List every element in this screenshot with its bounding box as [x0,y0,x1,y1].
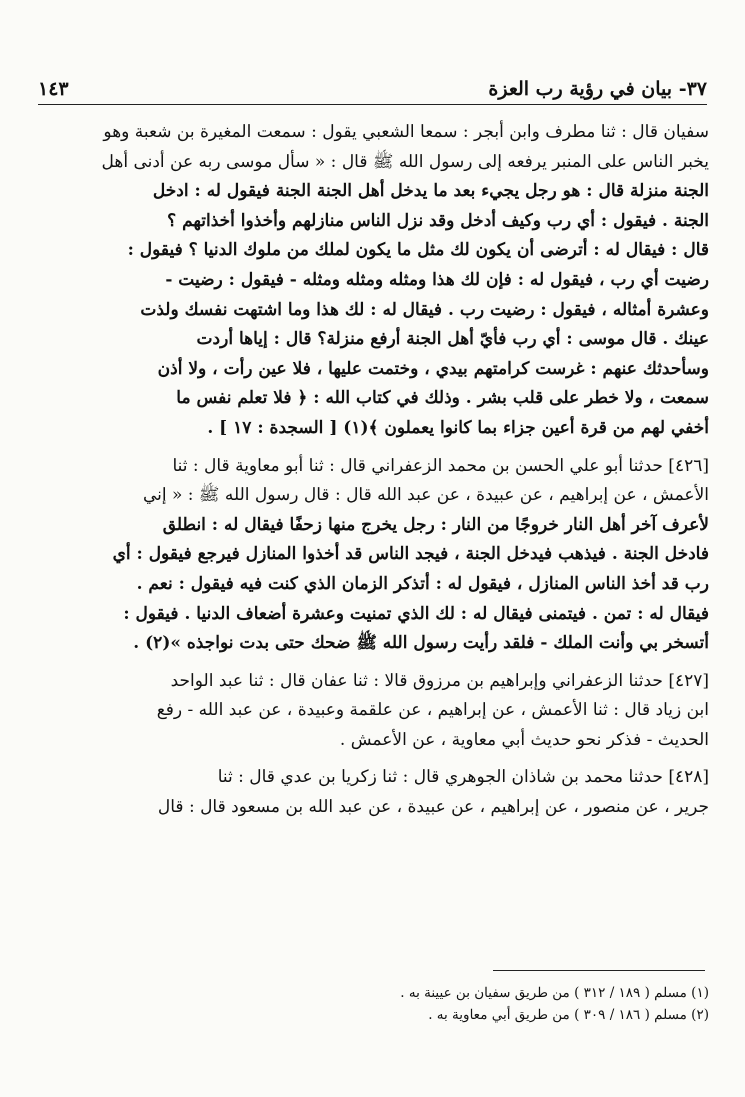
text-line: رضيت أي رب ، فيقول له : فإن لك هذا ومثله ومثله ومثله - فيقول : رضيت - [165,269,709,290]
text-line: الحديث - فذكر نحو حديث أبي معاوية ، عن الأعمش . [339,729,709,750]
text-line: وسأحدثك عنهم : غرست كرامتهم بيدي ، وختمت عليها ، فلا عين رأت ، ولا أذن [157,358,709,379]
text-line: سفيان قال : ثنا مطرف وابن أبجر : سمعا الشعبي يقول : سمعت المغيرة بن شعبة وهو [103,122,709,142]
text-line: رب قد أخذ الناس المنازل ، فيقول له : أتذكر الزمان الذي كنت فيه فيقول : نعم . [136,573,709,594]
text-line: أخفي لهم من قرة أعين جزاء بما كانوا يعملون ﴾(١) [ السجدة : ١٧ ] . [207,417,709,438]
text-line: ابن زياد قال : ثنا الأعمش ، عن إبراهيم ، عن علقمة وعبيدة ، عن عبد الله - رفع [156,700,709,721]
text-line: عينك . قال موسى : أي رب فأيّ أهل الجنة أرفع منزلة؟ قال : إياها أردت [196,329,709,350]
text-line: أتسخر بي وأنت الملك - فلقد رأيت رسول الله ﷺ ضحك حتى بدت نواجذه »(٢) . [133,633,709,654]
page-number: ١٤٣ [38,78,69,100]
text-line: الجنة منزلة قال : هو رجل يجيء بعد ما يدخل أهل الجنة الجنة فيقول له : ادخل [152,181,709,202]
text-line: الجنة . فيقول : أي رب وكيف أدخل وقد نزل الناس منازلهم وأخذوا أخذاتهم ؟ [167,210,709,231]
text-line: فيقال له : تمن . فيتمنى فيقال له : لك الذي تمنيت وعشرة أضعاف الدنيا . فيقول : [123,603,709,624]
text-line: سمعت ، ولا خطر على قلب بشر . وذلك في كتاب الله : ﴿ فلا تعلم نفس ما [176,388,709,409]
chapter-title: ٣٧- بيان في رؤية رب العزة [488,78,707,100]
hadith-paragraph-426 [36,452,709,659]
page-header [38,66,707,100]
footnote-1: (١) مسلم ( ١٨٩ / ٣١٢ ) من طريق سفيان بن عيينة به . [400,985,709,1001]
text-line: جرير ، عن منصور ، عن إبراهيم ، عن عبيدة ، عن عبد الله بن مسعود قال : قال [157,797,709,818]
footnotes [36,982,709,1026]
footnote-divider [493,970,705,971]
text-line: فادخل الجنة . فيذهب فيدخل الجنة ، فيجد الناس قد أخذوا المنازل فيرجع فيقول : أي [112,544,709,565]
text-line: [٤٢٧] حدثنا الزعفراني وإبراهيم بن مرزوق قالا : ثنا عفان قال : ثنا عبد الواحد [170,670,709,691]
hadith-paragraph-428 [36,763,709,822]
text-line: [٤٢٦] حدثنا أبو علي الحسن بن محمد الزعفراني قال : ثنا أبو معاوية قال : ثنا [172,455,709,476]
footnote-2: (٢) مسلم ( ١٨٦ / ٣٠٩ ) من طريق أبي معاوية به . [428,1007,709,1023]
hadith-paragraph-427 [36,667,709,756]
header-divider [38,104,707,105]
text-line: يخبر الناس على المنبر يرفعه إلى رسول الله ﷺ قال : « سأل موسى ربه عن أدنى أهل [101,151,709,172]
text-line: الأعمش ، عن إبراهيم ، عن عبيدة ، عن عبد الله قال : قال رسول الله ﷺ : « إني [142,485,709,506]
main-text [36,118,709,823]
text-line: [٤٢٨] حدثنا محمد بن شاذان الجوهري قال : ثنا زكريا بن عدي قال : ثنا [217,767,709,788]
text-line: قال : فيقال له : أترضى أن يكون لك مثل ما يكون لملك من ملوك الدنيا ؟ فيقول : [127,240,709,261]
text-line: وعشرة أمثاله ، فيقول : رضيت رب . فيقال له : لك هذا وما اشتهت نفسك ولذت [140,299,709,320]
hadith-paragraph-1 [36,118,709,444]
text-line: لأعرف آخر أهل النار خروجًا من النار : رجل يخرج منها زحفًا فيقال له : انطلق [162,514,709,535]
